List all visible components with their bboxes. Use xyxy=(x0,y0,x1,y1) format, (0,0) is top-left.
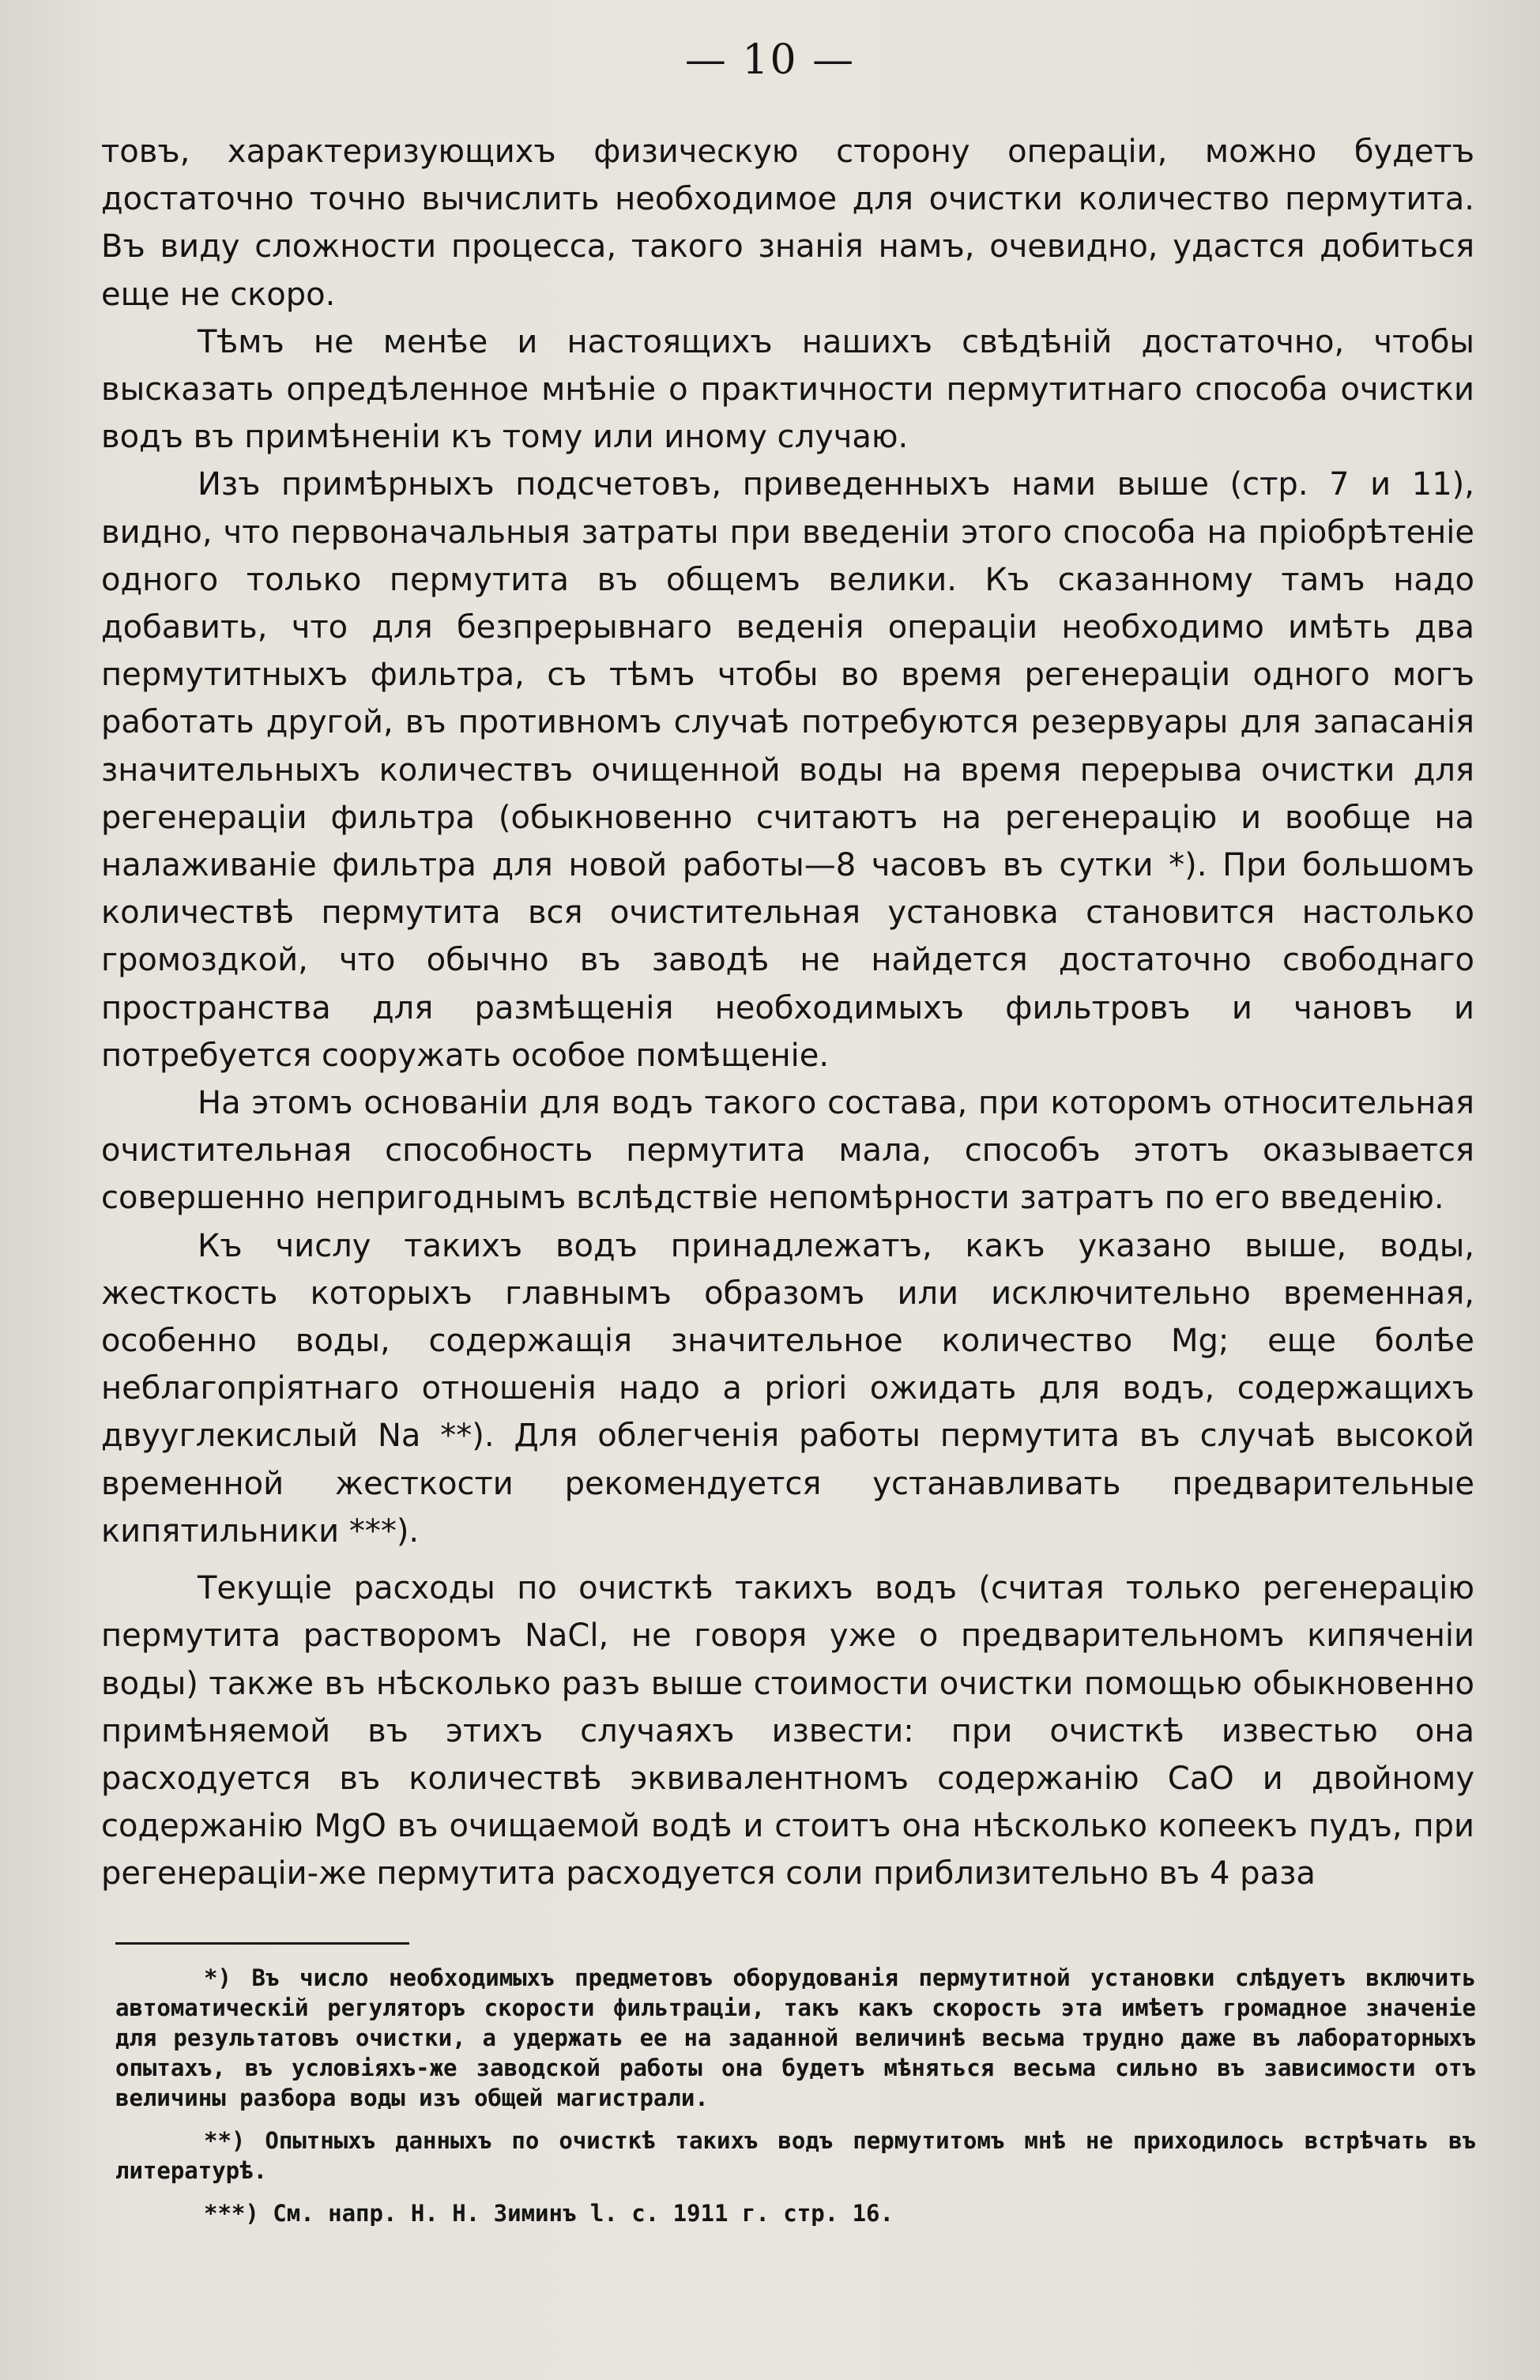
page-number: — 10 — xyxy=(684,36,856,84)
paragraph: Тѣмъ не менѣе и настоящихъ нашихъ свѣдѣній достаточно, чтобы высказать опредѣленное мнѣніе о практичности пермутитнаго способа очистки водъ въ примѣненіи къ тому или иному случаю. xyxy=(101,323,1474,456)
paragraph: товъ, характеризующихъ физическую сторону операціи, можно будетъ достаточно точно вычислить необходимое для очистки количество пермутита. Въ виду сложности процесса, такого знанія намъ, очевидно, удастся добиться еще не скоро. xyxy=(101,134,1474,313)
paragraph: Изъ примѣрныхъ подсчетовъ, приведенныхъ нами выше (стр. 7 и 11), видно, что первоначальныя затраты при введеніи этого способа на пріобрѣтеніе одного только пермутита въ общемъ велики. Къ сказанному тамъ надо добавить, что для безпрерывнаго веденія операціи необходимо имѣть два пермутитныхъ фильтра, съ тѣмъ чтобы во время регенераціи одного могъ работать другой, въ противномъ случаѣ потребуются резервуары для запасанія значительныхъ количествъ очищенной воды на время перерыва очистки для регенераціи фильтра (обыкновенно считаютъ на регенерацію и вообще на налаживаніе фильтра для новой работы—8 часовъ въ сутки *). При большомъ количествѣ пермутита вся очистительная установка становится настолько громоздкой, что обычно въ заводѣ не найдется достаточно свободнаго пространства для размѣщенія необходимыхъ фильтровъ и чановъ и потребуется сооружать особое помѣщеніе. xyxy=(101,466,1474,1074)
footnote-divider xyxy=(115,1942,409,1945)
footnotes xyxy=(115,1963,1476,2241)
paragraph: Къ числу такихъ водъ принадлежатъ, какъ указано выше, воды, жесткость которыхъ главнымъ образомъ или исключительно временная, особенно воды, содержащія значительное количество Mg; еще болѣе неблагопріятнаго отношенія надо a priori ожидать для водъ, содержащихъ двууглекислый Na **). Для облегченія работы пермутита въ случаѣ высокой временной жесткости рекомендуется устанавливать предварительные кипятильники ***). xyxy=(101,1227,1474,1550)
body-text xyxy=(101,128,1474,1898)
footnote: **) Опытныхъ данныхъ по очисткѣ такихъ водъ пермутитомъ мнѣ не приходилось встрѣчать въ литературѣ. xyxy=(115,2127,1476,2184)
paragraph: Текущіе расходы по очисткѣ такихъ водъ (считая только регенерацію пермутита растворомъ NaCl, не говоря уже о предварительномъ кипяченіи воды) также въ нѣсколько разъ выше стоимости очистки помощью обыкновенно примѣняемой въ этихъ случаяхъ извести: при очисткѣ известью она расходуется въ количествѣ эквивалентномъ содержанію CaO и двойному содержанію MgO въ очищаемой водѣ и стоитъ она нѣсколько копеекъ пудъ, при регенераціи-же пермутита расходуется соли приблизительно въ 4 раза xyxy=(101,1570,1474,1892)
paragraph: На этомъ основаніи для водъ такого состава, при которомъ относительная очистительная способность пермутита мала, способъ этотъ оказывается совершенно непригоднымъ вслѣдствіе непомѣрности затратъ по его введенію. xyxy=(101,1085,1474,1217)
footnote: ***) См. напр. Н. Н. Зиминъ l. c. 1911 г. стр. 16. xyxy=(204,2200,894,2227)
footnote: *) Въ число необходимыхъ предметовъ оборудованія пермутитной установки слѣдуетъ включить автоматическій регуляторъ скорости фильтраціи, такъ какъ скорость эта имѣетъ громадное значеніе для результатовъ очистки, а удержать ее на заданной величинѣ весьма трудно даже въ лабораторныхъ опытахъ, въ условіяхъ-же заводской работы она будетъ мѣняться весьма сильно въ зависимости отъ величины разбора воды изъ общей магистрали. xyxy=(115,1964,1476,2111)
